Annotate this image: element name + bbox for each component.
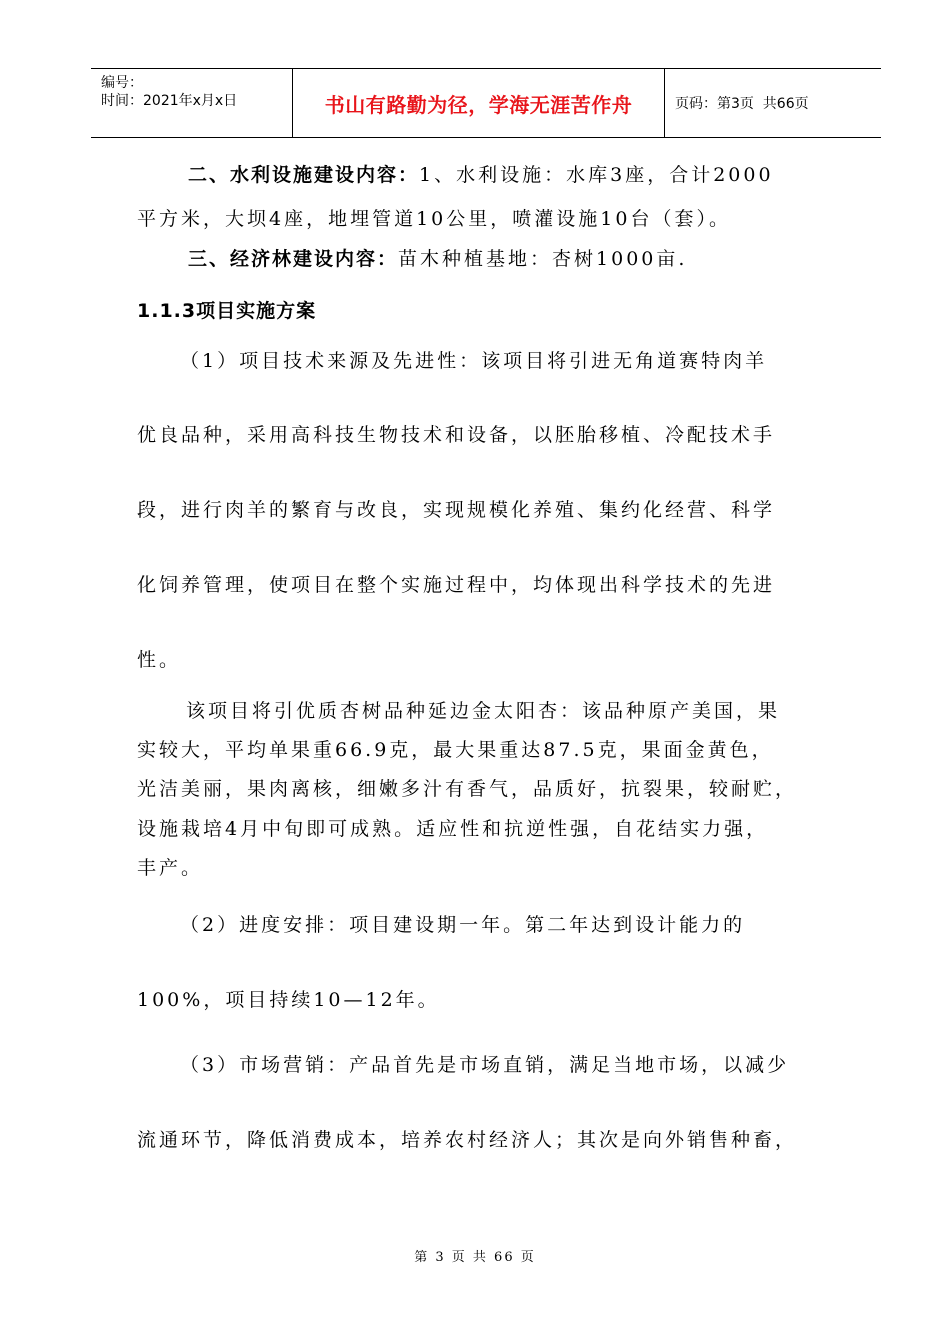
p1-line-4: 化饲养管理，使项目在整个实施过程中，均体现出科学技术的先进 xyxy=(137,574,776,596)
header-time-label: 时间：2021年x月x日 xyxy=(101,93,238,109)
header-number-label: 编号： xyxy=(101,75,143,91)
p2-line-3: 光洁美丽，果肉离核，细嫩多汁有香气，品质好，抗裂果，较耐贮， xyxy=(137,778,798,800)
p1-line-3: 段，进行肉羊的繁育与改良，实现规模化养殖、集约化经营、科学 xyxy=(137,499,776,521)
p2-line-2: 实较大，平均单果重66.9克，最大果重达87.5克，果面金黄色， xyxy=(137,739,774,761)
p1-line-5: 性。 xyxy=(137,649,182,671)
p2-line-1: 该项目将引优质杏树品种延边金太阳杏：该品种原产美国，果 xyxy=(186,700,781,722)
sec3-text: 苗木种植基地：杏树1000亩. xyxy=(398,248,688,270)
header-motto: 书山有路勤为径，学海无涯苦作舟 xyxy=(293,69,665,137)
p4-line-2: 流通环节，降低消费成本，培养农村经济人；其次是向外销售种畜， xyxy=(137,1129,798,1151)
p3-line-1: （2）进度安排：项目建设期一年。第二年达到设计能力的 xyxy=(180,914,746,936)
p2-line-5: 丰产。 xyxy=(137,857,204,879)
sec3-line xyxy=(188,244,687,271)
p1-line-2: 优良品种，采用高科技生物技术和设备，以胚胎移植、冷配技术手 xyxy=(137,424,776,446)
p1-line-1: （1）项目技术来源及先进性：该项目将引进无角道赛特肉羊 xyxy=(180,350,768,372)
header-page-label: 页码：第3页 共66页 xyxy=(675,96,809,112)
p4-line-1: （3）市场营销：产品首先是市场直销，满足当地市场，以减少 xyxy=(180,1054,790,1076)
sec2-text2: 平方米，大坝4座，地埋管道10公里，喷灌设施10台（套）。 xyxy=(137,208,731,230)
sec2-line1 xyxy=(188,160,774,187)
p3-line-2: 100%，项目持续10—12年。 xyxy=(137,989,440,1011)
p2-line-4: 设施栽培4月中旬即可成熟。适应性和抗逆性强，自花结实力强， xyxy=(137,818,769,840)
sec2-title: 二、水利设施建设内容： xyxy=(188,164,420,186)
sec2-text1: 1、水利设施：水库3座，合计2000 xyxy=(419,164,774,186)
header-meta xyxy=(91,69,293,137)
sec3-title: 三、经济林建设内容： xyxy=(188,248,399,270)
header-page-info xyxy=(665,69,881,137)
page-footer: 第 3 页 共 66 页 xyxy=(414,1250,536,1265)
section-heading: 1.1.3项目实施方案 xyxy=(137,300,317,322)
page-header xyxy=(91,68,881,138)
